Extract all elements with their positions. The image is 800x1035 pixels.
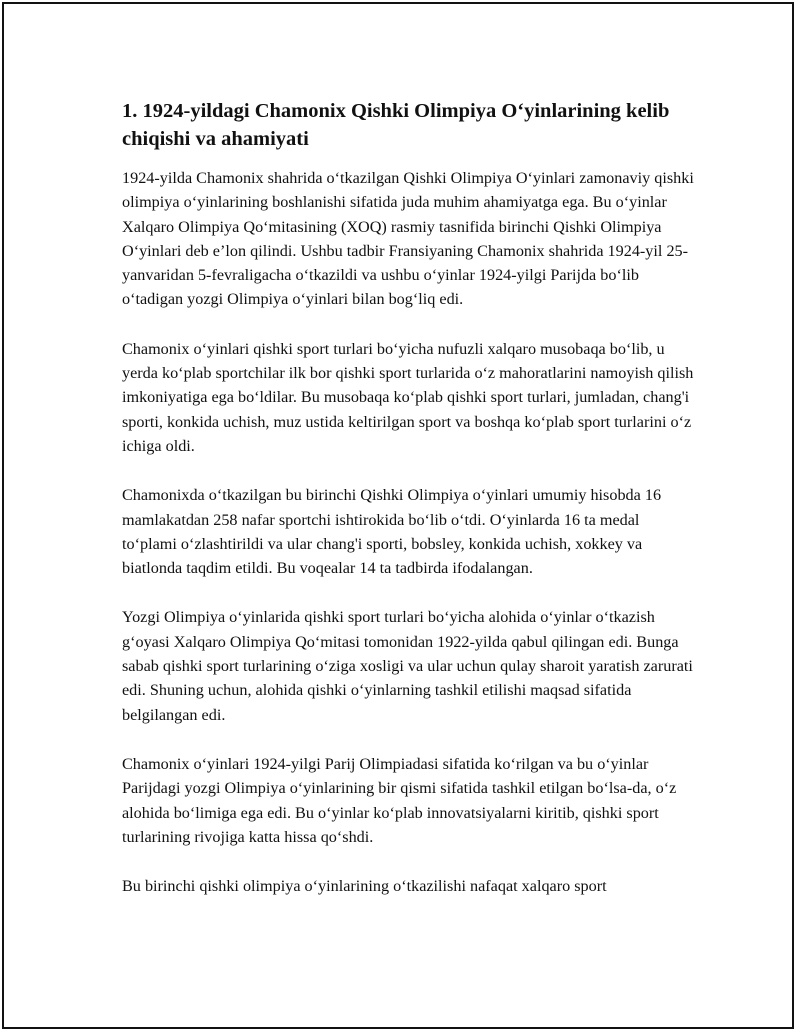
paragraph-5: Chamonix o‘yinlari 1924-yilgi Parij Olimpiadasi sifatida ko‘rilgan va bu o‘yinlar Parijdagi yozgi Olimpiya o‘yinlarining bir qismi sifatida tashkil etilgan bo‘lsa-da, o‘z alohida bo‘limiga ega edi. Bu o‘yinlar ko‘plab innovatsiyalarni kiritib, qishki sport turlarining rivojiga katta hissa qo‘shdi. — [122, 754, 677, 846]
document-body — [122, 97, 696, 923]
paragraph-3: Chamonixda o‘tkazilgan bu birinchi Qishki Olimpiya o‘yinlari umumiy hisobda 16 mamlakatdan 258 nafar sportchi ishtirokida bo‘lib o‘tdi. O‘yinlarda 16 ta medal to‘plami o‘zlashtirildi va ular chang'i sporti, bobsley, konkida uchish, xokkey va biatlonda taqdim etildi. Bu voqealar 14 ta tadbirda ifodalangan. — [122, 486, 662, 578]
paragraph-4: Yozgi Olimpiya o‘yinlarida qishki sport turlari bo‘yicha alohida o‘yinlar o‘tkazish g‘oyasi Xalqaro Olimpiya Qo‘mitasi tomonidan 1922-yilda qabul qilingan edi. Bunga sabab qishki sport turlarining o‘ziga xosligi va ular uchun qulay sharoit yaratish zarurati edi. Shuning uchun, alohida qishki o‘yinlarning tashkil etilishi maqsad sifatida belgilangan edi. — [122, 608, 693, 724]
section-heading: 1. 1924-yildagi Chamonix Qishki Olimpiya O‘yinlarining kelib chiqishi va ahamiyati — [122, 100, 670, 150]
paragraph-2: Chamonix o‘yinlari qishki sport turlari bo‘yicha nufuzli xalqaro musobaqa bo‘lib, u yerda ko‘plab sportchilar ilk bor qishki sport turlarida o‘z mahoratlarini namoyish qilish imkoniyatiga ega bo‘ldilar. Bu musobaqa ko‘plab qishki sport turlari, jumladan, chang'i sporti, konkida uchish, muz ustida keltirilgan sport va boshqa ko‘plab sport turlarini o‘z ichiga oldi. — [122, 339, 694, 455]
page-frame — [2, 2, 794, 1029]
paragraph-6: Bu birinchi qishki olimpiya o‘yinlarining o‘tkazilishi nafaqat xalqaro sport — [122, 877, 607, 896]
paragraph-1: 1924-yilda Chamonix shahrida o‘tkazilgan Qishki Olimpiya O‘yinlari zamonaviy qishki olimpiya o‘yinlarining boshlanishi sifatida juda muhim ahamiyatga ega. Bu o‘yinlar Xalqaro Olimpiya Qo‘mitasining (XOQ) rasmiy tasnifida birinchi Qishki Olimpiya O‘yinlari deb e’lon qilindi. Ushbu tadbir Fransiyaning Chamonix shahrida 1924-yil 25-yanvaridan 5-fevraligacha o‘tkazildi va ushbu o‘yinlar 1924-yilgi Parijda bo‘lib o‘tadigan yozgi Olimpiya o‘yinlari bilan bog‘liq edi. — [122, 169, 694, 309]
